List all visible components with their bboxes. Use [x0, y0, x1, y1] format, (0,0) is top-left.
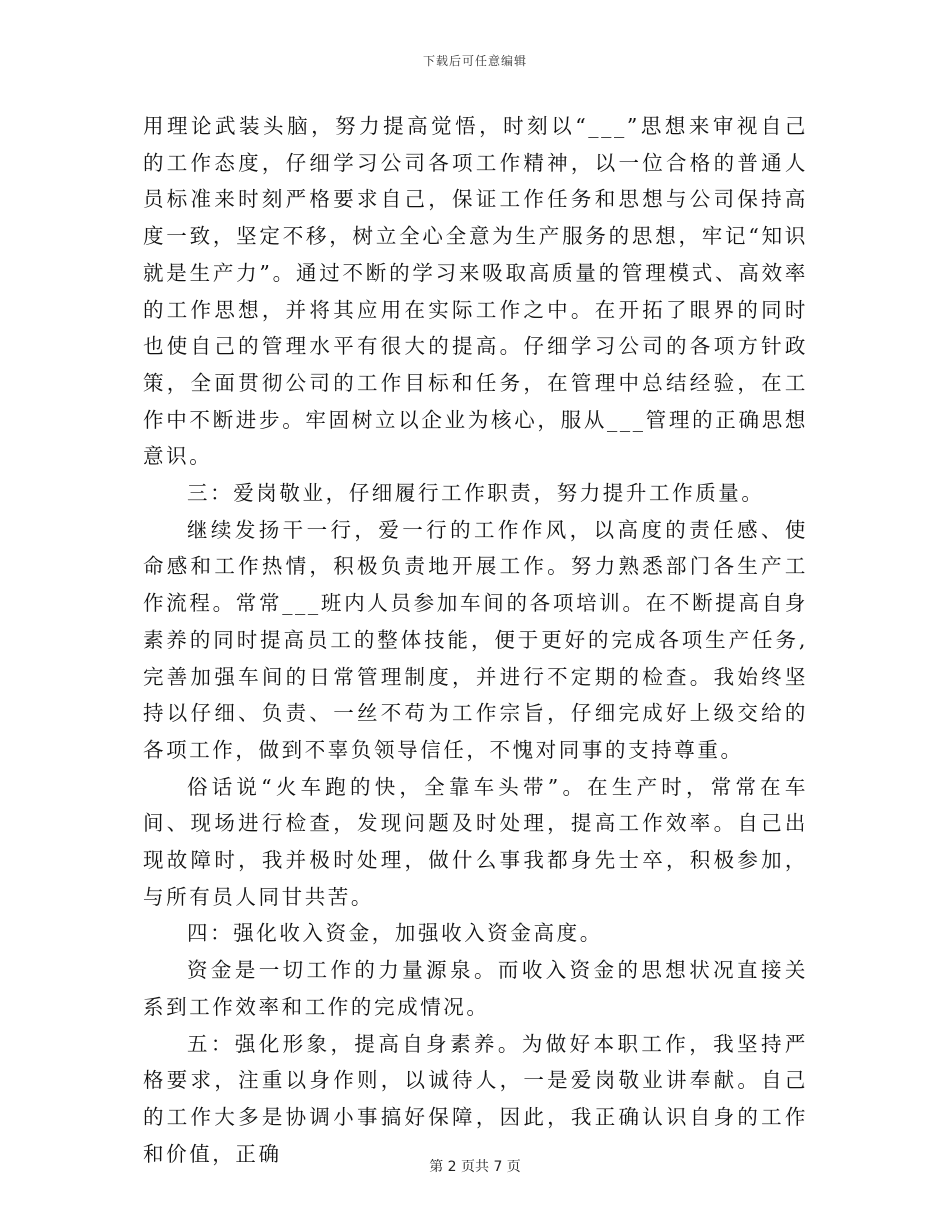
- section-heading-5: 五：强化形象，提高自身素养。为做好本职工作，我坚持严格要求，注重以身作则，以诚待人，一是爱岗敬业讲奉献。自己的工作大多是协调小事搞好保障，因此，我正确认识自身的工作和价值，正确: [143, 1031, 808, 1166]
- page-header: 下载后可任意编辑: [422, 54, 527, 68]
- page-footer: 第 2 页共 7 页: [429, 1159, 521, 1175]
- paragraph-continuation: 用理论武装头脑，努力提高觉悟，时刻以“___”思想来审视自己的工作态度，仔细学习公司各项工作精神，以一位合格的普通人员标准来时刻严格要求自己，保证工作任务和思想与公司保持高度一致，坚定不移，树立全心全意为生产服务的思想，牢记“知识就是生产力”。通过不断的学习来吸取高质量的管理模式、高效率的工作思想，并将其应用在实际工作之中。在开拓了眼界的同时也使自己的管理水平有很大的提高。仔细学习公司的各项方针政策，全面贯彻公司的工作目标和任务，在管理中总结经验，在工作中不断进步。牢固树立以企业为核心，服从___管理的正确思想意识。: [143, 114, 808, 469]
- paragraph: 资金是一切工作的力量源泉。而收入资金的思想状况直接关系到工作效率和工作的完成情况。: [143, 958, 808, 1019]
- paragraph: 继续发扬干一行，爱一行的工作作风，以高度的责任感、使命感和工作热情，积极负责地开展工作。努力熟悉部门各生产工作流程。常常___班内人员参加车间的各项培训。在不断提高自身素养的同时提高员工的整体技能，便于更好的完成各项生产任务,完善加强车间的日常管理制度，并进行不定期的检查。我始终坚持以仔细、负责、一丝不苟为工作宗旨，仔细完成好上级交给的各项工作，做到不辜负领导信任，不愧对同事的支持尊重。: [143, 517, 808, 762]
- paragraph: 俗话说“火车跑的快，全靠车头带”。在生产时，常常在车间、现场进行检查，发现问题及时处理，提高工作效率。自己出现故障时，我并极时处理，做什么事我都身先士卒，积极参加，与所有员人同甘共苦。: [143, 774, 808, 909]
- document-body: [143, 108, 808, 1172]
- section-heading-3: 三：爱岗敬业，仔细履行工作职责，努力提升工作质量。: [187, 481, 765, 506]
- section-heading-4: 四：强化收入资金，加强收入资金高度。: [187, 921, 603, 946]
